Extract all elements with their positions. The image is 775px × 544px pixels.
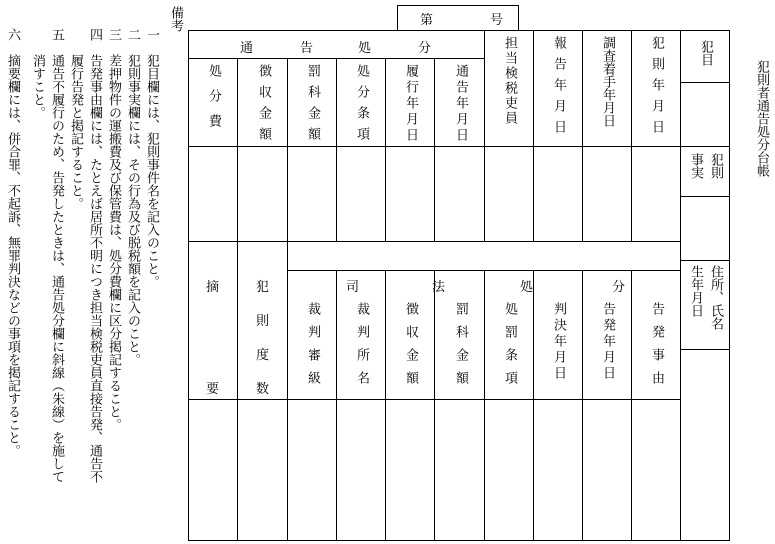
col-hansoku-nengappi: 犯則年月日 [649, 36, 664, 141]
tsukoku-header-1: 通 [240, 41, 254, 56]
col-riko-nengappi: 履行年月日 [403, 64, 418, 144]
col-jusho-1: 住所、氏名 [708, 265, 723, 330]
ledger-title: 犯則者通告処分台帳 [754, 60, 769, 177]
col-kokuhatsu-nengappi: 告発年月日 [600, 302, 615, 382]
col-bakkin-kingaku2: 罰科金額 [453, 302, 468, 394]
col-hanketsu-nengappi: 判決年月日 [551, 302, 566, 382]
col-hanmoku: 犯目 [698, 40, 713, 66]
col-jusho-2: 生年月日 [688, 265, 703, 317]
note-item-8: 六 摘要欄には、併合罪、不起訴、無罪判決などの事項を掲記すること。 [5, 28, 20, 457]
dosu-c: 度 [256, 348, 270, 363]
tekiyo-b: 要 [206, 382, 220, 397]
col-bakkin-kingaku: 罰科金額 [305, 64, 320, 148]
notes-label: 備考 [168, 6, 183, 32]
tekiyo-a: 摘 [206, 280, 220, 295]
number-dai: 第 [420, 13, 434, 28]
note-item-7: 消すこと。 [30, 28, 45, 119]
col-shobatsu-joko: 処罰条項 [502, 302, 517, 394]
note-item-1: 一 犯目欄には、犯則事件名を記入のこと。 [144, 28, 159, 288]
shiho-header-4: 分 [612, 280, 626, 295]
col-choshu-kingaku2: 徴収金額 [403, 302, 418, 394]
col-shobun-hi: 処分費 [206, 64, 221, 139]
col-kokuhatsu-jiyu: 告発事由 [649, 302, 664, 394]
shiho-header-3: 処 [520, 280, 534, 295]
shiho-header-1: 司 [346, 280, 360, 295]
dosu-b: 則 [256, 314, 270, 329]
tsukoku-header-4: 分 [418, 41, 432, 56]
col-chosa: 調査着手年月日 [600, 36, 615, 127]
tsukoku-header-2: 告 [300, 41, 314, 56]
col-hokoku: 報告年月日 [551, 36, 566, 141]
shiho-header-2: 法 [432, 280, 446, 295]
note-item-5: 履行告発と掲記すること。 [68, 28, 83, 210]
col-saiban-shinkyu: 裁判審級 [305, 302, 320, 394]
col-tsukoku-nengappi: 通告年月日 [453, 64, 468, 144]
col-saibansho-mei: 裁判所名 [354, 302, 369, 394]
number-go: 号 [490, 13, 504, 28]
dosu-a: 犯 [256, 280, 270, 295]
note-item-2: 二 犯則事実欄には、その行為及び脱税額を記入のこと。 [125, 28, 140, 366]
col-choshu-kingaku: 徴収金額 [256, 64, 271, 148]
col-tanto: 担当検税吏員 [502, 36, 517, 126]
note-item-6: 五 通告不履行のため、告発したときは、通告処分欄に斜線（朱線）を施して [49, 28, 64, 483]
col-jijitsu-2: 事実 [688, 153, 703, 179]
note-item-3: 三 差押物件の運搬費及び保管費は、処分費欄に区分掲記すること。 [106, 28, 121, 431]
note-item-4: 四 告発事由欄には、たとえば居所不明につき担当検税吏員直接告発、通告不 [87, 28, 102, 483]
col-shobun-joko: 処分条項 [354, 64, 369, 148]
tsukoku-header-3: 処 [358, 41, 372, 56]
dosu-d: 数 [256, 382, 270, 397]
col-jijitsu-1: 犯則 [708, 153, 723, 179]
